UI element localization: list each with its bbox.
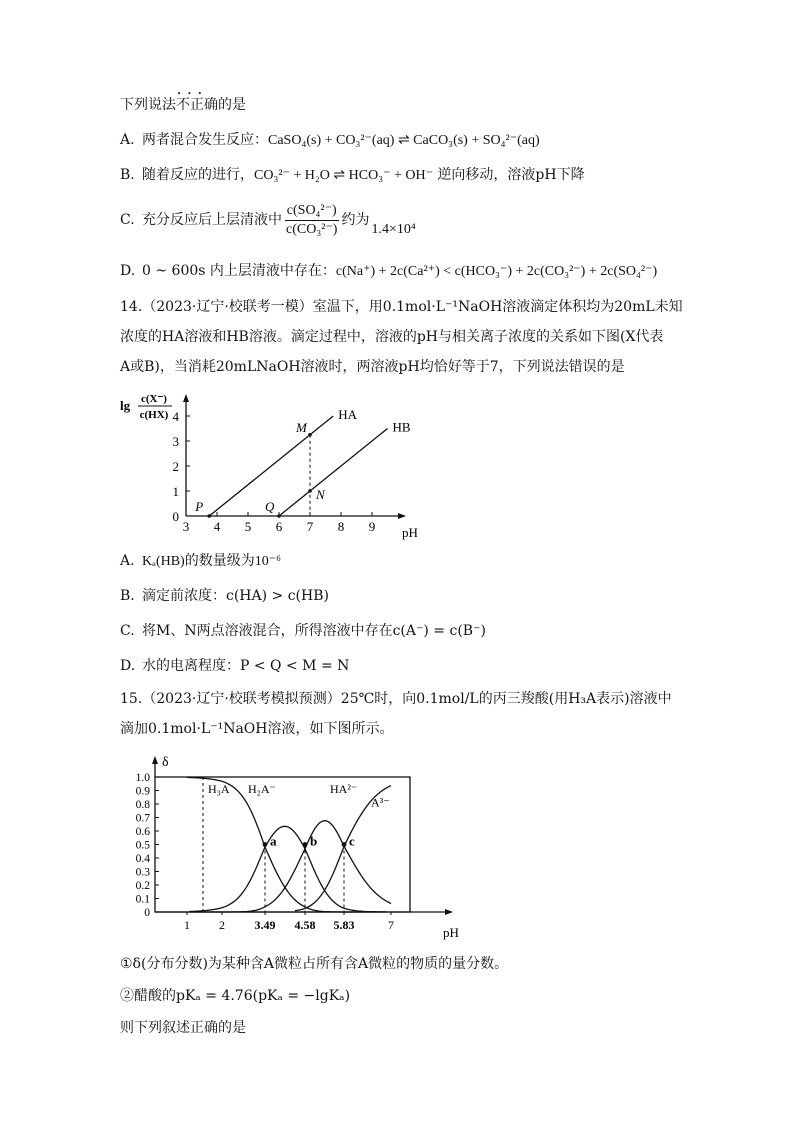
q15-number: 15. bbox=[120, 691, 143, 707]
x-tick-label: 7 bbox=[388, 918, 394, 932]
x-tick-label: 6 bbox=[275, 519, 283, 534]
q13-stem bbox=[120, 96, 246, 114]
x-tick-label: 5.83 bbox=[333, 918, 355, 932]
y-tick-label: 3 bbox=[172, 434, 179, 449]
point-label-b: b bbox=[310, 833, 318, 849]
q14-chart bbox=[118, 388, 418, 548]
point-label-n: N bbox=[316, 487, 325, 502]
q13-option-a bbox=[120, 131, 540, 150]
option-tail: 逆向移动，溶液pH下降 bbox=[432, 167, 585, 183]
q14-option-c bbox=[120, 622, 486, 640]
q15-chart bbox=[115, 752, 459, 947]
point-label-m: M bbox=[296, 419, 307, 435]
option-tail: 约为 bbox=[341, 212, 370, 228]
y-tick-label: 0.9 bbox=[135, 785, 150, 798]
option-text: 将M、N两点溶液混合，所得溶液中存在c(A⁻) = c(B⁻) bbox=[142, 623, 486, 639]
q14-line1: 室温下，用0.1mol·L⁻¹NaOH溶液滴定体积均为20mL未知 bbox=[312, 299, 683, 315]
point-c bbox=[342, 842, 347, 847]
option-label: D. bbox=[120, 658, 136, 674]
q13-option-c bbox=[120, 198, 416, 242]
y-tick-label: 0.2 bbox=[135, 880, 150, 892]
x-tick-label: 2 bbox=[219, 918, 225, 932]
y-tick-label: 0.6 bbox=[135, 826, 150, 838]
option-text: Kₐ(HB)的数量级为10⁻⁶ bbox=[142, 554, 281, 569]
y-tick-label: 2 bbox=[172, 459, 179, 474]
option-text: 水的电离程度：P < Q < M = N bbox=[142, 658, 350, 674]
y-tick-label: 1 bbox=[172, 484, 179, 499]
series-line-hb bbox=[279, 429, 388, 517]
y-tick-label: 0.3 bbox=[135, 866, 150, 879]
q15-note2: ②醋酸的pKₐ = 4.76(pKₐ = −lgKₐ) bbox=[120, 988, 351, 1004]
fraction-numerator: c(SO₄²⁻) bbox=[285, 202, 339, 221]
q15-stem bbox=[120, 684, 700, 744]
option-label: C. bbox=[120, 623, 135, 639]
option-text: 滴定前浓度：c(HA) > c(HB) bbox=[142, 588, 329, 604]
y-tick-label: 1.0 bbox=[135, 772, 150, 784]
q15-note1: ①δ(分布分数)为某种含A微粒占所有含A微粒的物质的量分数。 bbox=[120, 956, 509, 972]
y-axis-arrow bbox=[183, 394, 189, 402]
q14-source: （2023·辽宁·校联考一模） bbox=[142, 299, 313, 315]
x-tick-label: 8 bbox=[337, 519, 345, 534]
point-n bbox=[308, 489, 312, 493]
y-axis-label-lg: lg bbox=[120, 398, 131, 413]
q15-source: （2023·辽宁·校联考模拟预测） bbox=[142, 691, 341, 707]
point-q bbox=[277, 514, 281, 518]
point-m bbox=[308, 433, 312, 437]
option-expr: CaSO₄(s) + CO₃²⁻(aq) ⇌ CaCO₃(s) + SO₄²⁻(aq) bbox=[268, 133, 540, 148]
option-text: 两者混合发生反应： bbox=[142, 132, 268, 148]
q14-number: 14. bbox=[120, 299, 143, 315]
x-tick-label: 4 bbox=[213, 519, 221, 534]
series-label-hb: HB bbox=[392, 419, 411, 435]
q14-option-a bbox=[120, 552, 281, 571]
curve-ha bbox=[191, 821, 391, 912]
q15-line1: 25℃时，向0.1mol/L的丙三羧酸(用H₃A表示)溶液中 bbox=[340, 691, 672, 707]
x-axis-label: pH bbox=[402, 525, 418, 540]
curve-h3a bbox=[187, 777, 385, 912]
y-axis-label: δ bbox=[162, 755, 169, 770]
point-a bbox=[263, 842, 268, 847]
option-text: 随着反应的进行， bbox=[142, 167, 254, 183]
option-label: B. bbox=[120, 588, 135, 604]
point-b bbox=[303, 842, 308, 847]
x-tick-label: 3 bbox=[182, 519, 190, 534]
y-tick-label: 0.5 bbox=[135, 839, 150, 852]
option-expr: c(Na⁺) + 2c(Ca²⁺) < c(HCO₃⁻) + 2c(CO₃²⁻) + 2c(SO₄²⁻) bbox=[335, 264, 658, 279]
species-label-ha: HA²⁻ bbox=[330, 782, 358, 797]
point-label-c: c bbox=[349, 833, 355, 849]
x-tick-label: 3.49 bbox=[254, 918, 276, 932]
q15-question: 则下列叙述正确的是 bbox=[120, 1020, 246, 1036]
x-axis-arrow bbox=[398, 513, 406, 519]
y-tick-label: 0.7 bbox=[135, 812, 150, 825]
x-tick-label: 9 bbox=[368, 519, 376, 534]
y-tick-label: 0.1 bbox=[135, 893, 150, 906]
option-label: B. bbox=[120, 167, 135, 183]
point-label-q: Q bbox=[265, 499, 275, 514]
x-axis-arrow bbox=[445, 909, 453, 915]
y-tick-label: 0.4 bbox=[135, 853, 150, 865]
series-label-ha: HA bbox=[338, 407, 358, 422]
option-label: A. bbox=[120, 132, 135, 148]
q13-option-b bbox=[120, 166, 585, 185]
point-p bbox=[207, 514, 211, 518]
option-label: A. bbox=[120, 553, 135, 569]
q14-option-b bbox=[120, 587, 329, 605]
q14-line3: A或B)，当消耗20mLNaOH溶液时，两溶液pH均恰好等于7，下列说法错误的是 bbox=[120, 359, 625, 375]
q14-line2: 浓度的HA溶液和HB溶液。滴定过程中，溶液的pH与相关离子浓度的关系如下图(X代表 bbox=[120, 329, 664, 345]
species-label-h3a: H₃A bbox=[208, 782, 230, 797]
option-expr: CO₃²⁻ + H₂O ⇌ HCO₃⁻ + OH⁻ bbox=[254, 168, 433, 183]
q13-stem-prefix: 下列说法 bbox=[120, 97, 176, 113]
species-label-h2a: H₂A⁻ bbox=[248, 782, 276, 797]
x-tick-label: 1 bbox=[184, 918, 190, 932]
x-tick-label: 7 bbox=[306, 519, 314, 534]
y-tick-label: 0.8 bbox=[135, 799, 150, 811]
x-axis-label: pH bbox=[443, 925, 459, 940]
y-tick-label: 0 bbox=[172, 509, 179, 524]
option-value: 1.4×10⁴ bbox=[371, 222, 416, 237]
point-label-p: P bbox=[195, 499, 204, 514]
x-tick-label: 5 bbox=[244, 519, 252, 534]
option-label: C. bbox=[120, 212, 135, 228]
option-text: 0 ~ 600s 内上层清液中存在： bbox=[142, 263, 336, 279]
fraction-denominator: c(CO₃²⁻) bbox=[286, 221, 338, 237]
q13-option-d bbox=[120, 262, 657, 281]
option-text: 充分反应后上层清液中 bbox=[142, 212, 282, 228]
species-label-a: A³⁻ bbox=[371, 795, 390, 810]
point-label-a: a bbox=[270, 833, 277, 849]
q13-stem-emph: • • • 不正确 bbox=[176, 96, 218, 114]
q15-line2: 滴加0.1mol·L⁻¹NaOH溶液，如下图所示。 bbox=[120, 721, 394, 737]
fraction bbox=[284, 202, 339, 239]
q13-stem-suffix: 的是 bbox=[218, 97, 246, 113]
y-axis-label-den: c(HX) bbox=[139, 409, 169, 421]
y-axis-arrow bbox=[152, 756, 158, 764]
q14-option-d bbox=[120, 657, 349, 675]
y-tick-label: 0 bbox=[144, 907, 150, 919]
x-tick-label: 4.58 bbox=[294, 918, 316, 932]
y-tick-label: 4 bbox=[172, 409, 179, 424]
y-axis-label-num: c(X⁻) bbox=[141, 393, 167, 405]
q14-stem bbox=[120, 292, 700, 382]
option-label: D. bbox=[120, 263, 136, 279]
